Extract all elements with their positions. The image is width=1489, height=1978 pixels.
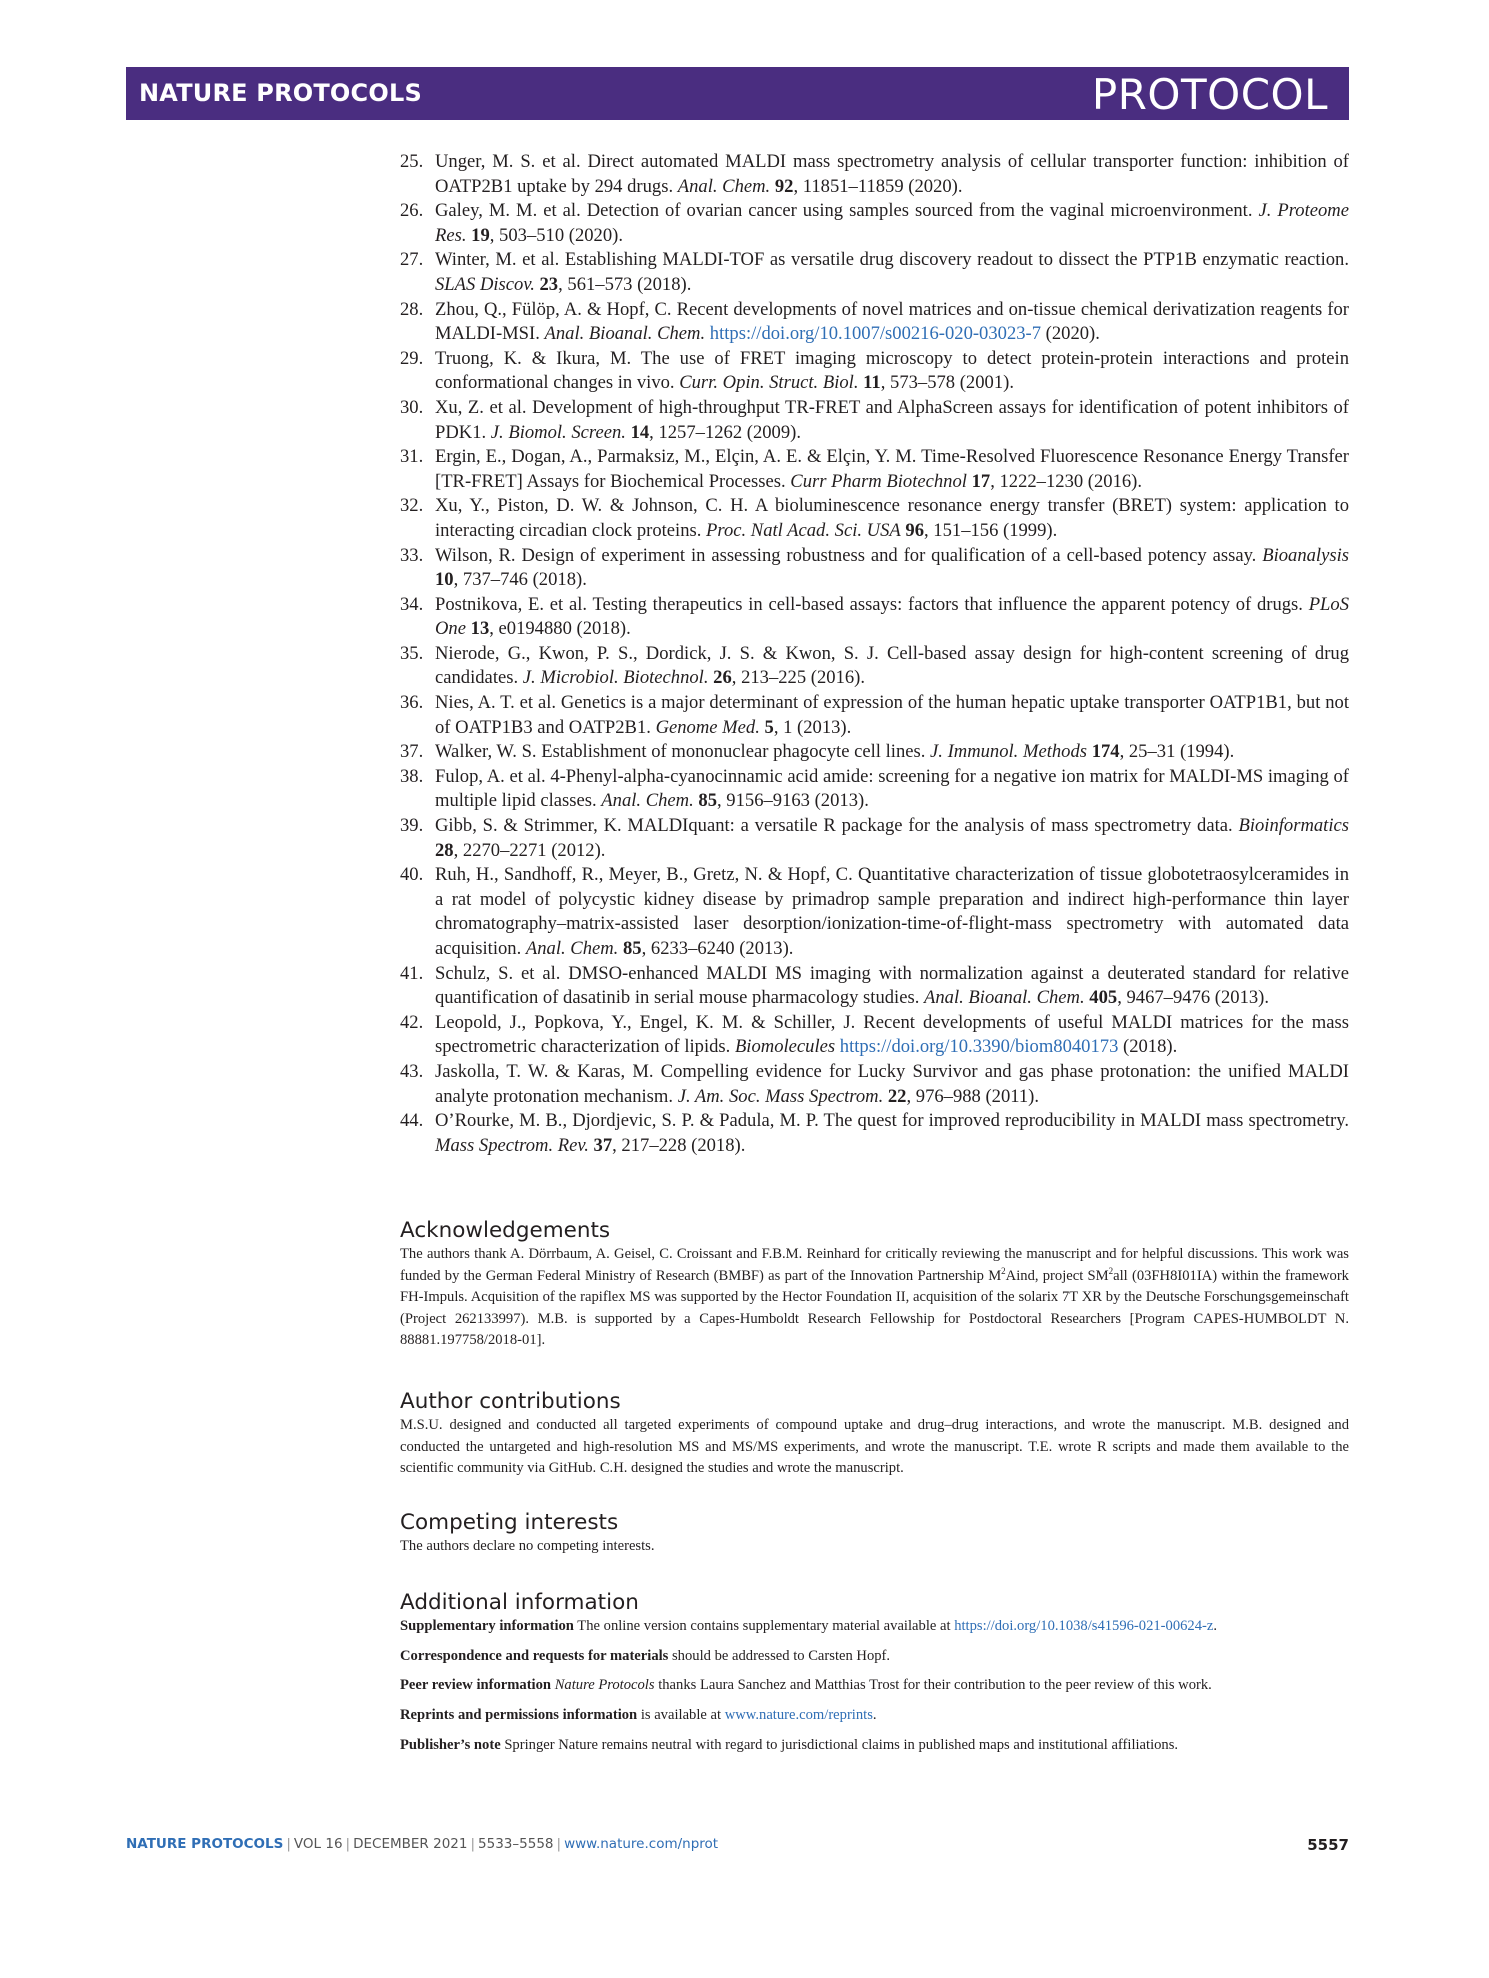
reference-item: 34. Postnikova, E. et al. Testing therapeutics in cell-based assays: factors that influence the apparent potency of drugs. PLoS One 13, e0194880 (2018). xyxy=(400,593,1349,640)
author-contributions-section xyxy=(400,1389,1349,1480)
reference-item: 26. Galey, M. M. et al. Detection of ovarian cancer using samples sourced from the vaginal microenvironment. J. Proteome Res. 19, 503–510 (2020). xyxy=(400,200,1349,246)
reference-number: 34. xyxy=(400,593,424,615)
supplementary-information: Supplementary information The online version contains supplementary material available at https://doi.org/10.1038/s41596-021-00624-z. xyxy=(400,1618,1218,1634)
reference-journal: Curr. Opin. Struct. Biol. xyxy=(679,372,859,394)
reference-volume: 37 xyxy=(593,1134,613,1156)
reference-journal: J. Immunol. Methods xyxy=(930,741,1088,763)
reference-item: 32. Xu, Y., Piston, D. W. & Johnson, C. H. A bioluminescence resonance energy transfer (BRET) system: application to interacting circadian clock proteins. Proc. Natl Acad. Sci. USA 96, 151–156 (1999). xyxy=(400,495,1349,541)
footer-volume: VOL 16 xyxy=(293,1836,343,1852)
reference-number: 35. xyxy=(400,642,424,664)
reference-number: 40. xyxy=(400,864,424,886)
reference-item: 25. Unger, M. S. et al. Direct automated MALDI mass spectrometry analysis of cellular transporter function: inhibition of OATP2B1 uptake by 294 drugs. Anal. Chem. 92, 11851–11859 (2020). xyxy=(400,151,1349,197)
footer-pages: 5533–5558 xyxy=(478,1836,554,1852)
peer-review-information: Peer review information Nature Protocols thanks Laura Sanchez and Matthias Trost for their contribution to the peer review of this work. xyxy=(400,1677,1212,1694)
reference-number: 29. xyxy=(400,347,424,369)
reprints-information: Reprints and permissions information is available at www.nature.com/reprints. xyxy=(400,1707,877,1724)
footer-journal: NATURE PROTOCOLS xyxy=(126,1836,284,1852)
page-number: 5557 xyxy=(1307,1836,1349,1854)
reference-volume: 17 xyxy=(971,470,991,492)
reference-volume: 28 xyxy=(435,839,454,861)
reference-item: 38. Fulop, A. et al. 4-Phenyl-alpha-cyanocinnamic acid amide: screening for a negative ion matrix for MALDI-MS imaging of multiple lipid classes. Anal. Chem. 85, 9156–9163 (2013). xyxy=(400,765,1349,812)
reference-number: 43. xyxy=(400,1060,424,1082)
reference-number: 37. xyxy=(400,741,424,763)
reference-item: 41. Schulz, S. et al. DMSO-enhanced MALDI MS imaging with normalization against a deuterated standard for relative quantification of dasatinib in serial mouse pharmacology studies. Anal. Bioanal. Chem. 405, 9467–9476 (2013). xyxy=(400,962,1349,1009)
supplementary-link[interactable]: https://doi.org/10.1038/s41596-021-00624-z xyxy=(954,1618,1214,1634)
reference-journal: J. Biomol. Screen. xyxy=(490,421,626,443)
competing-interests-text: The authors declare no competing interests. xyxy=(400,1538,655,1554)
reference-journal: Anal. Chem. xyxy=(525,938,619,959)
acknowledgements-text: The authors thank A. Dörrbaum, A. Geisel, C. Croissant and F.B.M. Reinhard for critically reviewing the manuscript and for helpful discussions. This work was funded by the German Federal Ministry of Research (BMBF) as part of the Innovation Partnership $M^2Aind$, project $SM^2all$ (03FH8I01IA) within the framework FH-Impuls. Acquisition of the rapiflex MS was supported by the Hector Foundation II, acquisition of the solarix 7T XR by the Deutsche Forschungsgemeinschaft (Project 262133997). M.B. is supported by a Capes-Humboldt Research Fellowship for Postdoctoral Researchers [Program CAPES-HUMBOLDT N. 88881.197758/2018-01]. xyxy=(400,1246,1349,1348)
reference-journal: Bioinformatics xyxy=(1238,815,1349,837)
reference-item: 40. Ruh, H., Sandhoff, R., Meyer, B., Gretz, N. & Hopf, C. Quantitative characterization of tissue globotetraosylceramides in a rat model of polycystic kidney disease by primadrop sample preparation and indirect high-performance thin layer chromatography–matrix-assisted laser desorption/ionization-time-of-flight-mass spectrometry with automated data acquisition. Anal. Chem. 85, 6233–6240 (2013). xyxy=(400,864,1349,959)
reference-journal: Anal. Chem. xyxy=(677,175,771,197)
author-contributions-heading: Author contributions xyxy=(400,1389,621,1414)
reference-journal: Anal. Bioanal. Chem. xyxy=(924,987,1085,1009)
correspondence: Correspondence and requests for materials should be addressed to Carsten Hopf. xyxy=(400,1647,891,1664)
footer-date: DECEMBER 2021 xyxy=(353,1836,468,1852)
additional-information-heading: Additional information xyxy=(400,1590,639,1615)
reprints-link[interactable]: www.nature.com/reprints xyxy=(724,1707,873,1724)
reference-list xyxy=(400,150,1349,1158)
footer-url[interactable]: www.nature.com/nprot xyxy=(564,1836,719,1852)
reference-number: 41. xyxy=(400,962,424,984)
reference-journal: Proc. Natl Acad. Sci. USA xyxy=(706,519,901,541)
reference-volume: 92 xyxy=(774,175,794,197)
reference-volume: 85 xyxy=(698,790,717,812)
reference-journal: Mass Spectrom. Rev. xyxy=(435,1134,589,1156)
reference-journal: Bioanalysis xyxy=(1262,544,1349,566)
acknowledgements-section xyxy=(400,1218,1349,1352)
reference-item: 28. Zhou, Q., Fülöp, A. & Hopf, C. Recent developments of novel matrices and on-tissue chemical derivatization reagents for MALDI-MSI. Anal. Bioanal. Chem. https://doi.org/10.1007/s00216-020-03023-7 (2020). xyxy=(400,298,1349,345)
reference-number: 27. xyxy=(400,249,424,271)
journal-banner xyxy=(126,67,1349,120)
reference-item: 43. Jaskolla, T. W. & Karas, M. Compelling evidence for Lucky Survivor and gas phase protonation: the unified MALDI analyte protonation mechanism. J. Am. Soc. Mass Spectrom. 22, 976–988 (2011). xyxy=(400,1060,1349,1107)
footer-separator: | xyxy=(286,1836,291,1852)
reference-journal: Anal. Chem. xyxy=(601,790,694,812)
reference-number: 30. xyxy=(400,396,424,418)
reference-journal: SLAS Discov. xyxy=(435,273,535,295)
reference-number: 36. xyxy=(400,692,424,714)
reference-journal: PLoS One xyxy=(435,593,1349,640)
reference-journal: Genome Med. xyxy=(655,716,760,738)
reference-journal: Curr Pharm Biotechnol xyxy=(790,470,967,492)
reference-item: 37. Walker, W. S. Establishment of mononuclear phagocyte cell lines. J. Immunol. Methods 174, 25–31 (1994). xyxy=(400,740,1349,765)
reference-item: 36. Nies, A. T. et al. Genetics is a major determinant of expression of the human hepatic uptake transporter OATP1B1, but not of OATP1B3 and OATP2B1. Genome Med. 5, 1 (2013). xyxy=(400,692,1349,738)
reference-volume: 26 xyxy=(713,667,732,689)
reference-number: 28. xyxy=(400,298,424,320)
publishers-note: Publisher’s note Springer Nature remains neutral with regard to jurisdictional claims in published maps and institutional affiliations. xyxy=(400,1736,1179,1753)
reference-item: 30. Xu, Z. et al. Development of high-throughput TR-FRET and AlphaScreen assays for identification of potent inhibitors of PDK1. J. Biomol. Screen. 14, 1257–1262 (2009). xyxy=(400,396,1349,443)
reference-number: 33. xyxy=(400,544,424,566)
reference-number: 42. xyxy=(400,1011,424,1033)
reference-item: 29. Truong, K. & Ikura, M. The use of FRET imaging microscopy to detect protein-protein interactions and protein conformational changes in vivo. Curr. Opin. Struct. Biol. 11, 573–578 (2001). xyxy=(400,347,1349,394)
reference-item: 44. O’Rourke, M. B., Djordjevic, S. P. & Padula, M. P. The quest for improved reproducibility in MALDI mass spectrometry. Mass Spectrom. Rev. 37, 217–228 (2018). xyxy=(400,1110,1349,1156)
journal-name: NATURE PROTOCOLS xyxy=(139,79,422,107)
reference-doi-link[interactable]: https://doi.org/10.3390/biom8040173 xyxy=(839,1036,1119,1058)
competing-interests-heading: Competing interests xyxy=(400,1510,619,1535)
footer-separator: | xyxy=(470,1836,476,1852)
acknowledgements-heading: Acknowledgements xyxy=(400,1218,611,1243)
reference-item: 39. Gibb, S. & Strimmer, K. MALDIquant: a versatile R package for the analysis of mass spectrometry data. Bioinformatics 28, 2270–2271 (2012). xyxy=(400,815,1349,861)
reference-number: 26. xyxy=(400,200,424,222)
reference-item: 33. Wilson, R. Design of experiment in assessing robustness and for qualification of a cell-based potency assay. Bioanalysis 10, 737–746 (2018). xyxy=(400,544,1349,591)
reference-volume: 23 xyxy=(539,273,559,295)
reference-doi-link[interactable]: https://doi.org/10.1007/s00216-020-03023-7 xyxy=(709,323,1042,345)
reference-volume: 5 xyxy=(764,716,774,738)
reference-volume: 11 xyxy=(863,372,881,394)
reference-journal: J. Am. Soc. Mass Spectrom. xyxy=(677,1085,884,1107)
reference-number: 32. xyxy=(400,495,424,517)
reference-journal: J. Microbiol. Biotechnol. xyxy=(522,667,709,689)
page-footer xyxy=(126,1836,1349,1852)
author-contributions-text: M.S.U. designed and conducted all targeted experiments of compound uptake and drug–drug interactions, and wrote the manuscript. M.B. designed and conducted the untargeted and high-resolution MS and MS/MS experiments, and wrote the manuscript. T.E. wrote R scripts and made them available to the scientific community via GitHub. C.H. designed the studies and wrote the manuscript. xyxy=(400,1417,1349,1476)
reference-number: 31. xyxy=(400,446,424,468)
reference-number: 44. xyxy=(400,1110,424,1132)
reference-item: 27. Winter, M. et al. Establishing MALDI-TOF as versatile drug discovery readout to dissect the PTP1B enzymatic reaction. SLAS Discov. 23, 561–573 (2018). xyxy=(400,249,1349,295)
reference-volume: 96 xyxy=(905,519,924,541)
competing-interests-section xyxy=(400,1510,1349,1558)
footer-separator: | xyxy=(556,1836,562,1852)
reference-volume: 19 xyxy=(471,224,490,246)
reference-item: 35. Nierode, G., Kwon, P. S., Dordick, J. S. & Kwon, S. J. Cell-based assay design for high-content screening of drug candidates. J. Microbiol. Biotechnol. 26, 213–225 (2016). xyxy=(400,642,1349,689)
reference-volume: 14 xyxy=(630,421,650,443)
reference-item: 42. Leopold, J., Popkova, Y., Engel, K. M. & Schiller, J. Recent developments of useful MALDI matrices for the mass spectrometric characterization of lipids. Biomolecules https://doi.org/10.3390/biom8040173 (2018). xyxy=(400,1011,1349,1058)
reference-journal: J. Proteome Res. xyxy=(435,200,1349,246)
article-type: PROTOCOL xyxy=(1091,70,1328,119)
reference-volume: 405 xyxy=(1089,987,1118,1009)
reference-number: 25. xyxy=(400,151,424,172)
footer-separator: | xyxy=(345,1836,351,1852)
reference-item: 31. Ergin, E., Dogan, A., Parmaksiz, M., Elçin, A. E. & Elçin, Y. M. Time-Resolved Fluorescence Resonance Energy Transfer [TR-FRET] Assays for Biochemical Processes. Curr Pharm Biotechnol 17, 1222–1230 (2016). xyxy=(400,446,1349,492)
reference-volume: 10 xyxy=(435,569,454,591)
reference-number: 39. xyxy=(400,815,424,837)
additional-information-section xyxy=(400,1590,1349,1764)
reference-journal: Biomolecules xyxy=(734,1036,836,1058)
reference-number: 38. xyxy=(400,765,424,787)
reference-volume: 22 xyxy=(887,1085,907,1107)
reference-volume: 174 xyxy=(1091,741,1120,763)
reference-volume: 13 xyxy=(470,618,490,640)
reference-volume: 85 xyxy=(623,938,642,959)
reference-journal: Anal. Bioanal. Chem. xyxy=(544,323,706,345)
